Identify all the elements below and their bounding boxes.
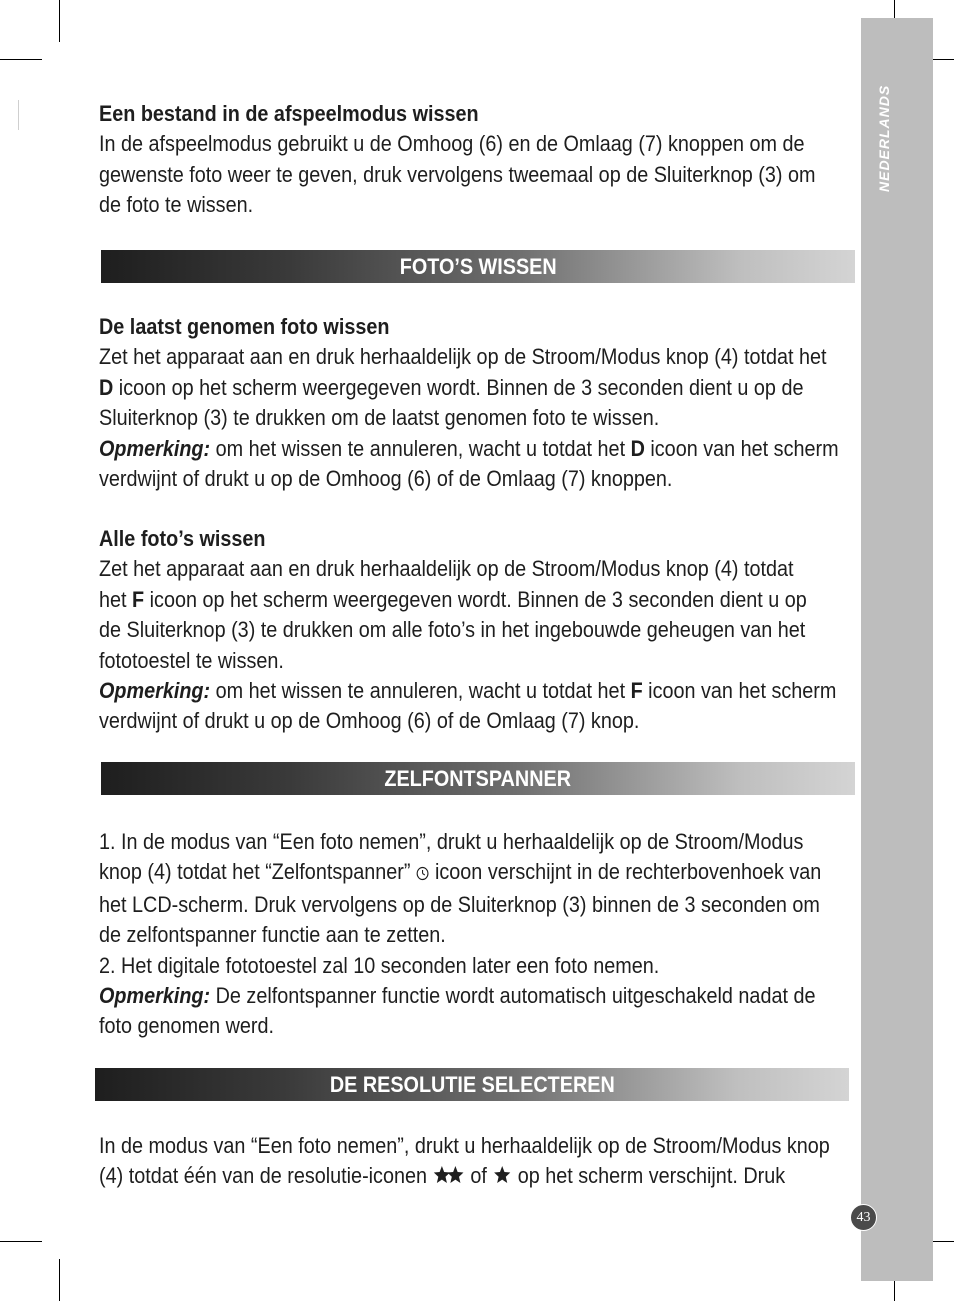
section-title: Een bestand in de afspeelmodus wissen [99, 101, 479, 126]
section-header-title: DE RESOLUTIE SELECTEREN [329, 1071, 615, 1097]
delete-icon-letter: D [630, 435, 645, 461]
text-segment: icoon op het scherm weergegeven wordt. Binnen de 3 seconden dient u op [144, 586, 807, 612]
section-resolution [99, 1131, 830, 1195]
self-timer-icon [416, 859, 430, 889]
text-segment: icoon verschijnt in de rechterbovenhoek van [429, 859, 822, 885]
paragraph-line: de Sluiterknop (3) te drukken om alle foto’s in het ingebouwde geheugen van het [99, 617, 806, 643]
section-header-bar [101, 762, 855, 795]
paragraph-line [99, 1161, 786, 1194]
text-segment: icoon van het scherm [642, 678, 837, 704]
paragraph-line: 2. Het digitale fototoestel zal 10 seconden later een foto nemen. [99, 952, 660, 978]
text-segment: icoon op het scherm weergegeven wordt. Binnen de 3 seconden dient u op de [113, 374, 804, 400]
note-label: Opmerking: [99, 678, 211, 704]
section-delete-playback [99, 99, 816, 221]
note-line: foto genomen werd. [99, 1013, 275, 1039]
format-icon-letter: F [630, 678, 643, 704]
text-segment: knop (4) totdat het “Zelfontspanner” [99, 859, 416, 885]
section-delete-all-photos [99, 524, 837, 737]
text-segment: of [464, 1163, 493, 1189]
page-number: 43 [850, 1204, 877, 1231]
note-line: verdwijnt of drukt u op de Omhoog (6) of de Omlaag (7) knoppen. [99, 466, 673, 492]
crop-mark [59, 0, 60, 42]
paragraph-line [99, 373, 804, 403]
text-segment: op het scherm verschijnt. Druk [512, 1163, 786, 1189]
paragraph-line: fototoestel te wissen. [99, 647, 284, 673]
language-side-tab [861, 18, 933, 1281]
note-label: Opmerking: [99, 983, 211, 1009]
format-icon-letter: F [132, 586, 145, 612]
crop-mark [59, 1259, 60, 1301]
section-title: Alle foto’s wissen [99, 526, 266, 551]
delete-icon-letter: D [99, 374, 114, 400]
paragraph-line [99, 585, 807, 615]
crop-mark [18, 100, 19, 130]
paragraph-line: 1. In de modus van “Een foto nemen”, drukt u herhaaldelijk op de Stroom/Modus [99, 829, 804, 854]
section-header-title: ZELFONTSPANNER [384, 765, 572, 791]
note-label: Opmerking: [99, 435, 211, 461]
low-resolution-star-icon [492, 1164, 512, 1194]
note-line [99, 981, 816, 1011]
text-segment: om het wissen te annuleren, wacht u totdat het [210, 435, 631, 461]
paragraph-line: In de modus van “Een foto nemen”, drukt u herhaaldelijk op de Stroom/Modus knop [99, 1133, 830, 1158]
paragraph-line: de foto te wissen. [99, 192, 254, 218]
paragraph-line: In de afspeelmodus gebruikt u de Omhoog (6) en de Omlaag (7) knoppen om de [99, 131, 805, 157]
note-line [99, 434, 839, 464]
paragraph-line: Sluiterknop (3) te drukken om de laatst genomen foto te wissen. [99, 405, 660, 431]
section-header-title: FOTO’S WISSEN [399, 253, 557, 279]
paragraph-line: de zelfontspanner functie aan te zetten. [99, 922, 446, 948]
section-delete-last-photo [99, 312, 839, 494]
text-segment: (4) totdat één van de resolutie-iconen [99, 1163, 433, 1189]
section-self-timer [99, 827, 822, 1042]
paragraph-line: gewenste foto weer te geven, druk vervolgens tweemaal op de Sluiterknop (3) om [99, 161, 816, 187]
text-segment: icoon van het scherm [644, 435, 839, 461]
note-line [99, 676, 837, 706]
text-segment: De zelfontspanner functie wordt automatisch uitgeschakeld nadat de [210, 983, 816, 1009]
section-header-bar [95, 1068, 849, 1101]
text-segment: om het wissen te annuleren, wacht u totdat het [210, 678, 631, 704]
note-line: verdwijnt of drukt u op de Omhoog (6) of de Omlaag (7) knop. [99, 708, 640, 734]
crop-mark [0, 59, 42, 60]
section-title: De laatst genomen foto wissen [99, 314, 390, 339]
section-header-bar [101, 250, 855, 283]
paragraph-line: Zet het apparaat aan en druk herhaaldelijk op de Stroom/Modus knop (4) totdat [99, 556, 794, 582]
language-label: NEDERLANDS [876, 84, 892, 192]
high-resolution-star-icon [433, 1164, 465, 1194]
paragraph-line: het LCD-scherm. Druk vervolgens op de Sluiterknop (3) binnen de 3 seconden om [99, 891, 820, 917]
crop-mark [0, 1241, 42, 1242]
text-segment: het [99, 586, 133, 612]
paragraph-line [99, 857, 822, 889]
paragraph-line: Zet het apparaat aan en druk herhaaldelijk op de Stroom/Modus knop (4) totdat het [99, 344, 827, 370]
